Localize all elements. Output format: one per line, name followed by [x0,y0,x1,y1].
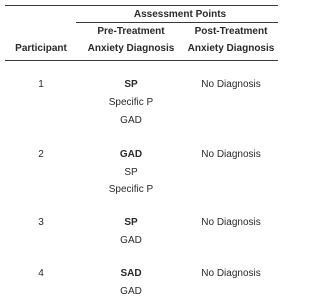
header-bottom-rule [5,60,278,61]
post-treatment-diagnosis: No Diagnosis [201,217,261,228]
table-top-rule [5,5,278,6]
pre-treatment-primary-diagnosis: SP [124,79,138,90]
pre-treatment-diagnosis: GAD [120,286,142,297]
group-header-rule [76,22,278,23]
pre-treatment-primary-diagnosis: SAD [120,268,142,279]
pre-treatment-primary-diagnosis: GAD [119,149,143,160]
participant-header: Participant [15,43,67,54]
pre-treatment-diagnosis: Specific P [108,184,154,195]
post-treatment-header-line2: Anxiety Diagnosis [187,43,275,54]
pre-treatment-diagnosis: SP [124,167,138,178]
participant-number: 4 [38,268,44,279]
post-treatment-diagnosis: No Diagnosis [201,268,261,279]
pre-treatment-diagnosis: GAD [120,115,142,126]
post-treatment-diagnosis: No Diagnosis [201,149,261,160]
participant-number: 2 [38,149,44,160]
post-treatment-diagnosis: No Diagnosis [201,79,261,90]
pre-treatment-diagnosis: Specific P [108,97,154,108]
pre-treatment-diagnosis: GAD [120,235,142,246]
post-treatment-header-line1: Post-Treatment [194,26,268,37]
participant-number: 3 [38,217,44,228]
pre-treatment-header-line2: Anxiety Diagnosis [87,43,175,54]
pre-treatment-primary-diagnosis: SP [124,217,138,228]
pre-treatment-header-line1: Pre-Treatment [97,26,165,37]
participant-number: 1 [38,79,44,90]
assessment-points-header: Assessment Points [133,9,227,20]
